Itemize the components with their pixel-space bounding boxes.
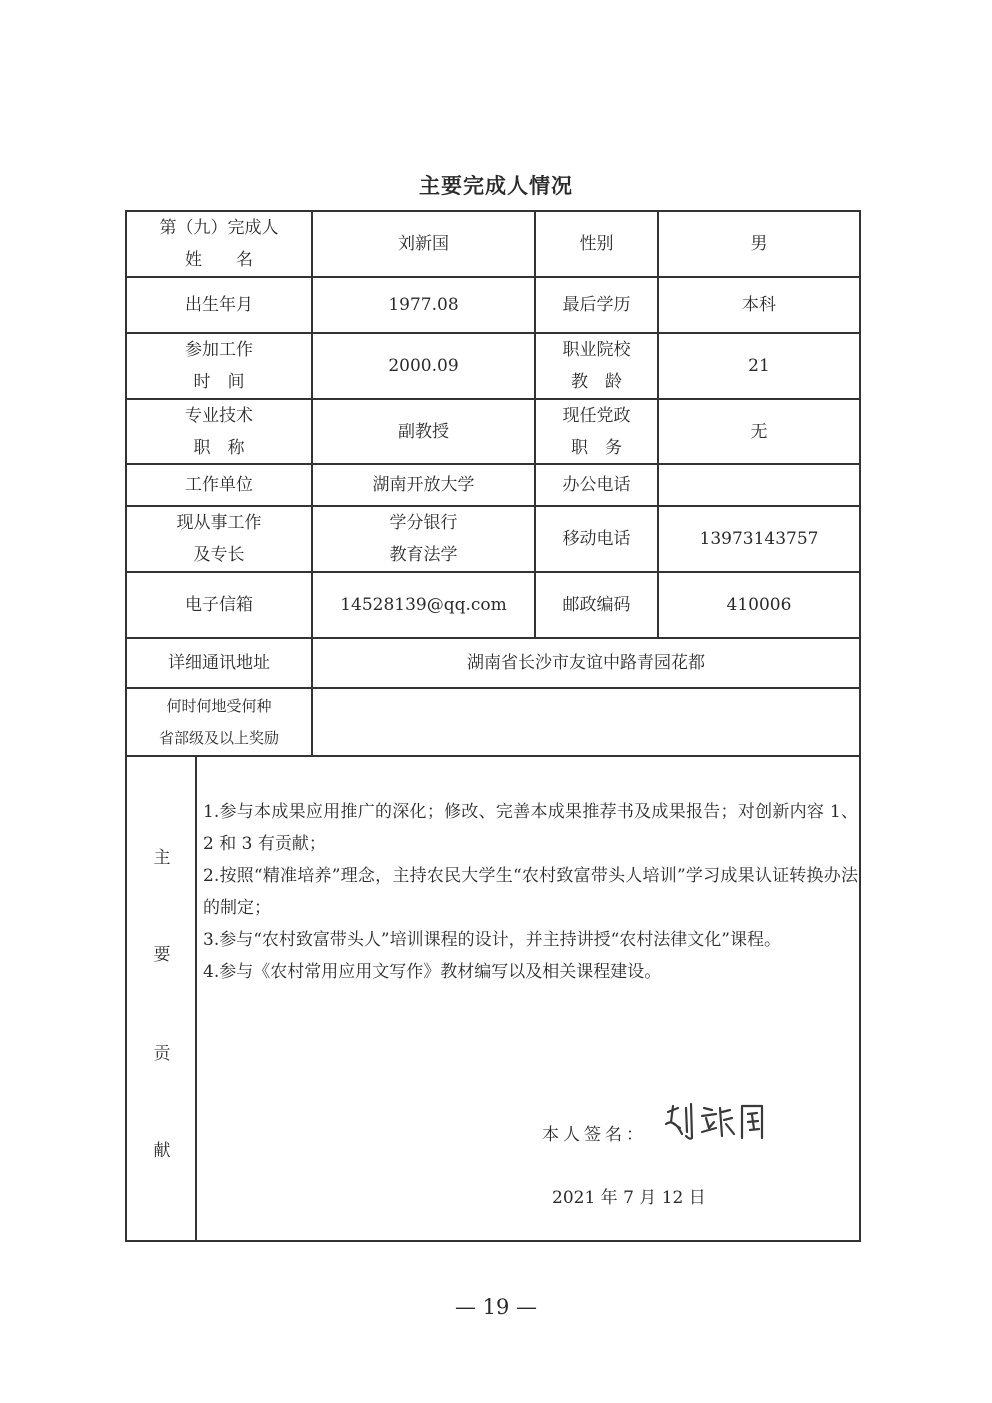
cell-email-value: 14528139@qq.com (311, 571, 536, 639)
contribution-item: 2.按照“精准培养”理念，主持农民大学生“农村致富带头人培训”学习成果认证转换办法的制定； (203, 866, 858, 918)
cell-employer-label: 工作单位 (125, 463, 313, 507)
specialty-label-line1: 现从事工作 (176, 513, 262, 533)
contribution-item: 3.参与“农村致富带头人”培训课程的设计，并主持讲授“农村法律文化”课程。 (203, 930, 781, 950)
completer-label-line1: 第（九）完成人 (159, 218, 279, 238)
cell-employer-value: 湖南开放大学 (311, 463, 536, 507)
cell-specialty-label (125, 505, 313, 573)
contribution-label-char-1: 主 (153, 848, 171, 868)
title-label-line2: 职 称 (193, 437, 245, 458)
position-label-line1: 现任党政 (562, 405, 631, 426)
cell-education-label: 最后学历 (534, 276, 659, 334)
contribution-label-char-2: 要 (153, 945, 171, 965)
cell-postcode-label: 邮政编码 (534, 571, 659, 639)
signature-label: 本人签名： (542, 1125, 647, 1145)
cell-position-value: 无 (657, 398, 861, 465)
cell-specialty-value (311, 505, 536, 573)
cell-teaching-years-label (534, 332, 659, 400)
handwritten-signature (662, 1098, 772, 1152)
cell-mobile-value: 13973143757 (657, 505, 861, 573)
cell-teaching-years-value: 21 (657, 332, 861, 400)
specialty-label-line2: 及专长 (193, 545, 245, 565)
signature-date: 2021 年 7 月 12 日 (552, 1188, 706, 1208)
teaching-years-label-line2: 教 龄 (571, 372, 622, 392)
contribution-item: 4.参与《农村常用应用文写作》教材编写以及相关课程建设。 (203, 962, 662, 982)
cell-work-start-label (125, 332, 313, 400)
cell-education-value: 本科 (657, 276, 861, 334)
specialty-value-line2: 教育法学 (389, 545, 458, 565)
cell-awards-value (311, 687, 861, 757)
cell-awards-label (125, 687, 313, 757)
title-label-line1: 专业技术 (185, 405, 253, 426)
awards-label-line2: 省部级及以上奖励 (158, 729, 279, 747)
cell-position-label (534, 398, 659, 465)
contribution-item: 1.参与本成果应用推广的深化；修改、完善本成果推荐书及成果报告；对创新内容 1、2 和 3 有贡献； (203, 802, 858, 854)
cell-title-value: 副教授 (311, 398, 536, 465)
cell-postcode-value: 410006 (657, 571, 861, 639)
completer-label-line2: 姓 名 (185, 250, 253, 270)
cell-title-label (125, 398, 313, 465)
page-number: — 19 — (454, 1295, 538, 1319)
work-start-label-line1: 参加工作 (185, 340, 253, 360)
page-title: 主要完成人情况 (419, 174, 573, 198)
cell-address-value: 湖南省长沙市友谊中路青园花都 (311, 637, 861, 689)
cell-mobile-label: 移动电话 (534, 505, 659, 573)
cell-work-start-value: 2000.09 (311, 332, 536, 400)
cell-office-phone-value (657, 463, 861, 507)
cell-gender-value: 男 (657, 210, 861, 278)
contribution-label-char-4: 献 (153, 1141, 171, 1161)
position-label-line2: 职 务 (571, 437, 622, 458)
specialty-value-line1: 学分银行 (389, 513, 458, 533)
contribution-label-box (125, 755, 197, 1242)
work-start-label-line2: 时 间 (193, 372, 245, 392)
contribution-list (203, 796, 858, 988)
contribution-label-char-3: 贡 (153, 1044, 171, 1064)
cell-address-label: 详细通讯地址 (125, 637, 313, 689)
cell-office-phone-label: 办公电话 (534, 463, 659, 507)
cell-completer-label (125, 210, 313, 278)
cell-gender-label: 性别 (534, 210, 659, 278)
cell-birth-label: 出生年月 (125, 276, 313, 334)
awards-label-line1: 何时何地受何种 (166, 697, 272, 715)
cell-email-label: 电子信箱 (125, 571, 313, 639)
teaching-years-label-line1: 职业院校 (562, 340, 631, 360)
cell-name-value: 刘新国 (311, 210, 536, 278)
cell-birth-value: 1977.08 (311, 276, 536, 334)
